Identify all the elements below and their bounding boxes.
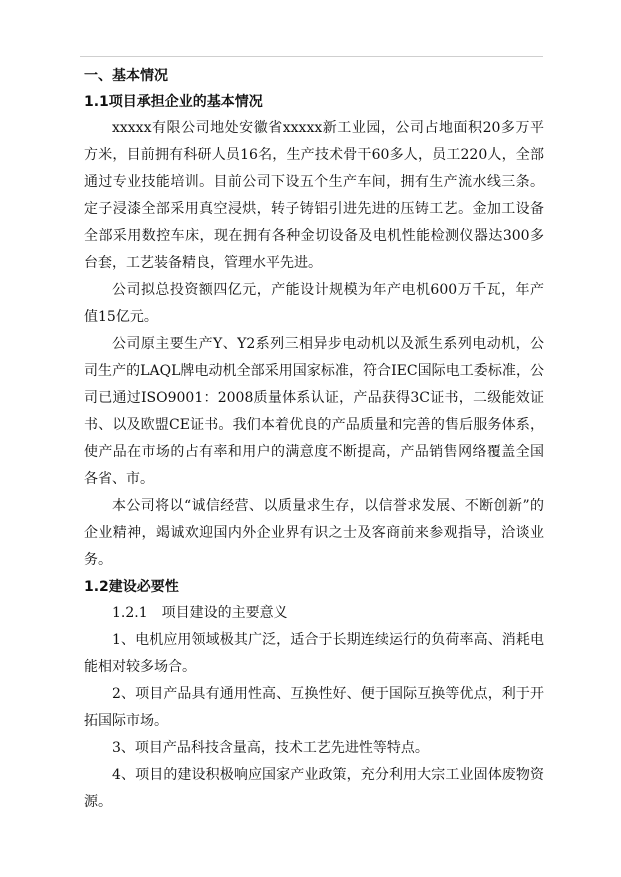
subsection-heading-1-1: 1.1项目承担企业的基本情况 <box>84 94 263 110</box>
paragraph-company-overview: xxxxx有限公司地处安徽省xxxxx新工业园，公司占地面积20多万平方米，目前拥有科研人员16名，生产技术骨干60多人，员工220人，全部通过专业技能培训。目前公司下设五个生产车间，拥有生产流水线三条。定子浸漆全部采用真空浸烘，转子铸铝引进先进的压铸工艺。金加工设备全部采用数控车床，现在拥有各种金切设备及电机性能检测仪器达300多台套，工艺装备精良，管理水平先进。 <box>84 120 544 271</box>
document-content <box>84 63 544 816</box>
list-item: 3、项目产品科技含量高，技术工艺先进性等特点。 <box>112 740 429 756</box>
subsection-heading-1-2: 1.2建设必要性 <box>84 579 179 595</box>
paragraph-investment: 公司拟总投资额四亿元，产能设计规模为年产电机600万千瓦，年产值15亿元。 <box>84 282 544 325</box>
list-item: 4、项目的建设积极响应国家产业政策，充分利用大宗工业固体废物资源。 <box>84 767 544 810</box>
header-rule <box>80 56 543 57</box>
paragraph-company-spirit: 本公司将以“诚信经营、以质量求生存，以信誉求发展、不断创新”的企业精神，竭诚欢迎国内外企业界有识之士及客商前来参观指导，洽谈业务。 <box>84 498 544 568</box>
list-item: 1、电机应用领域极其广泛，适合于长期连续运行的负荷率高、消耗电能相对较多场合。 <box>84 632 544 675</box>
list-item: 2、项目产品具有通用性高、互换性好、便于国际互换等优点，利于开拓国际市场。 <box>84 686 544 729</box>
section-heading: 一、基本情况 <box>84 68 168 84</box>
paragraph-products: 公司原主要生产Y、Y2系列三相异步电动机以及派生系列电动机，公司生产的LAQL牌电动机全部采用国家标准，符合IEC国际电工委标准，公司已通过ISO9001：2008质量体系认证，产品获得3C证书，二级能效证书、以及欧盟CE证书。我们本着优良的产品质量和完善的售后服务体系，使产品在市场的占有率和用户的满意度不断提高，产品销售网络覆盖全国各省、市。 <box>84 336 544 487</box>
subsubsection-heading-1-2-1: 1.2.1 项目建设的主要意义 <box>112 605 288 621</box>
